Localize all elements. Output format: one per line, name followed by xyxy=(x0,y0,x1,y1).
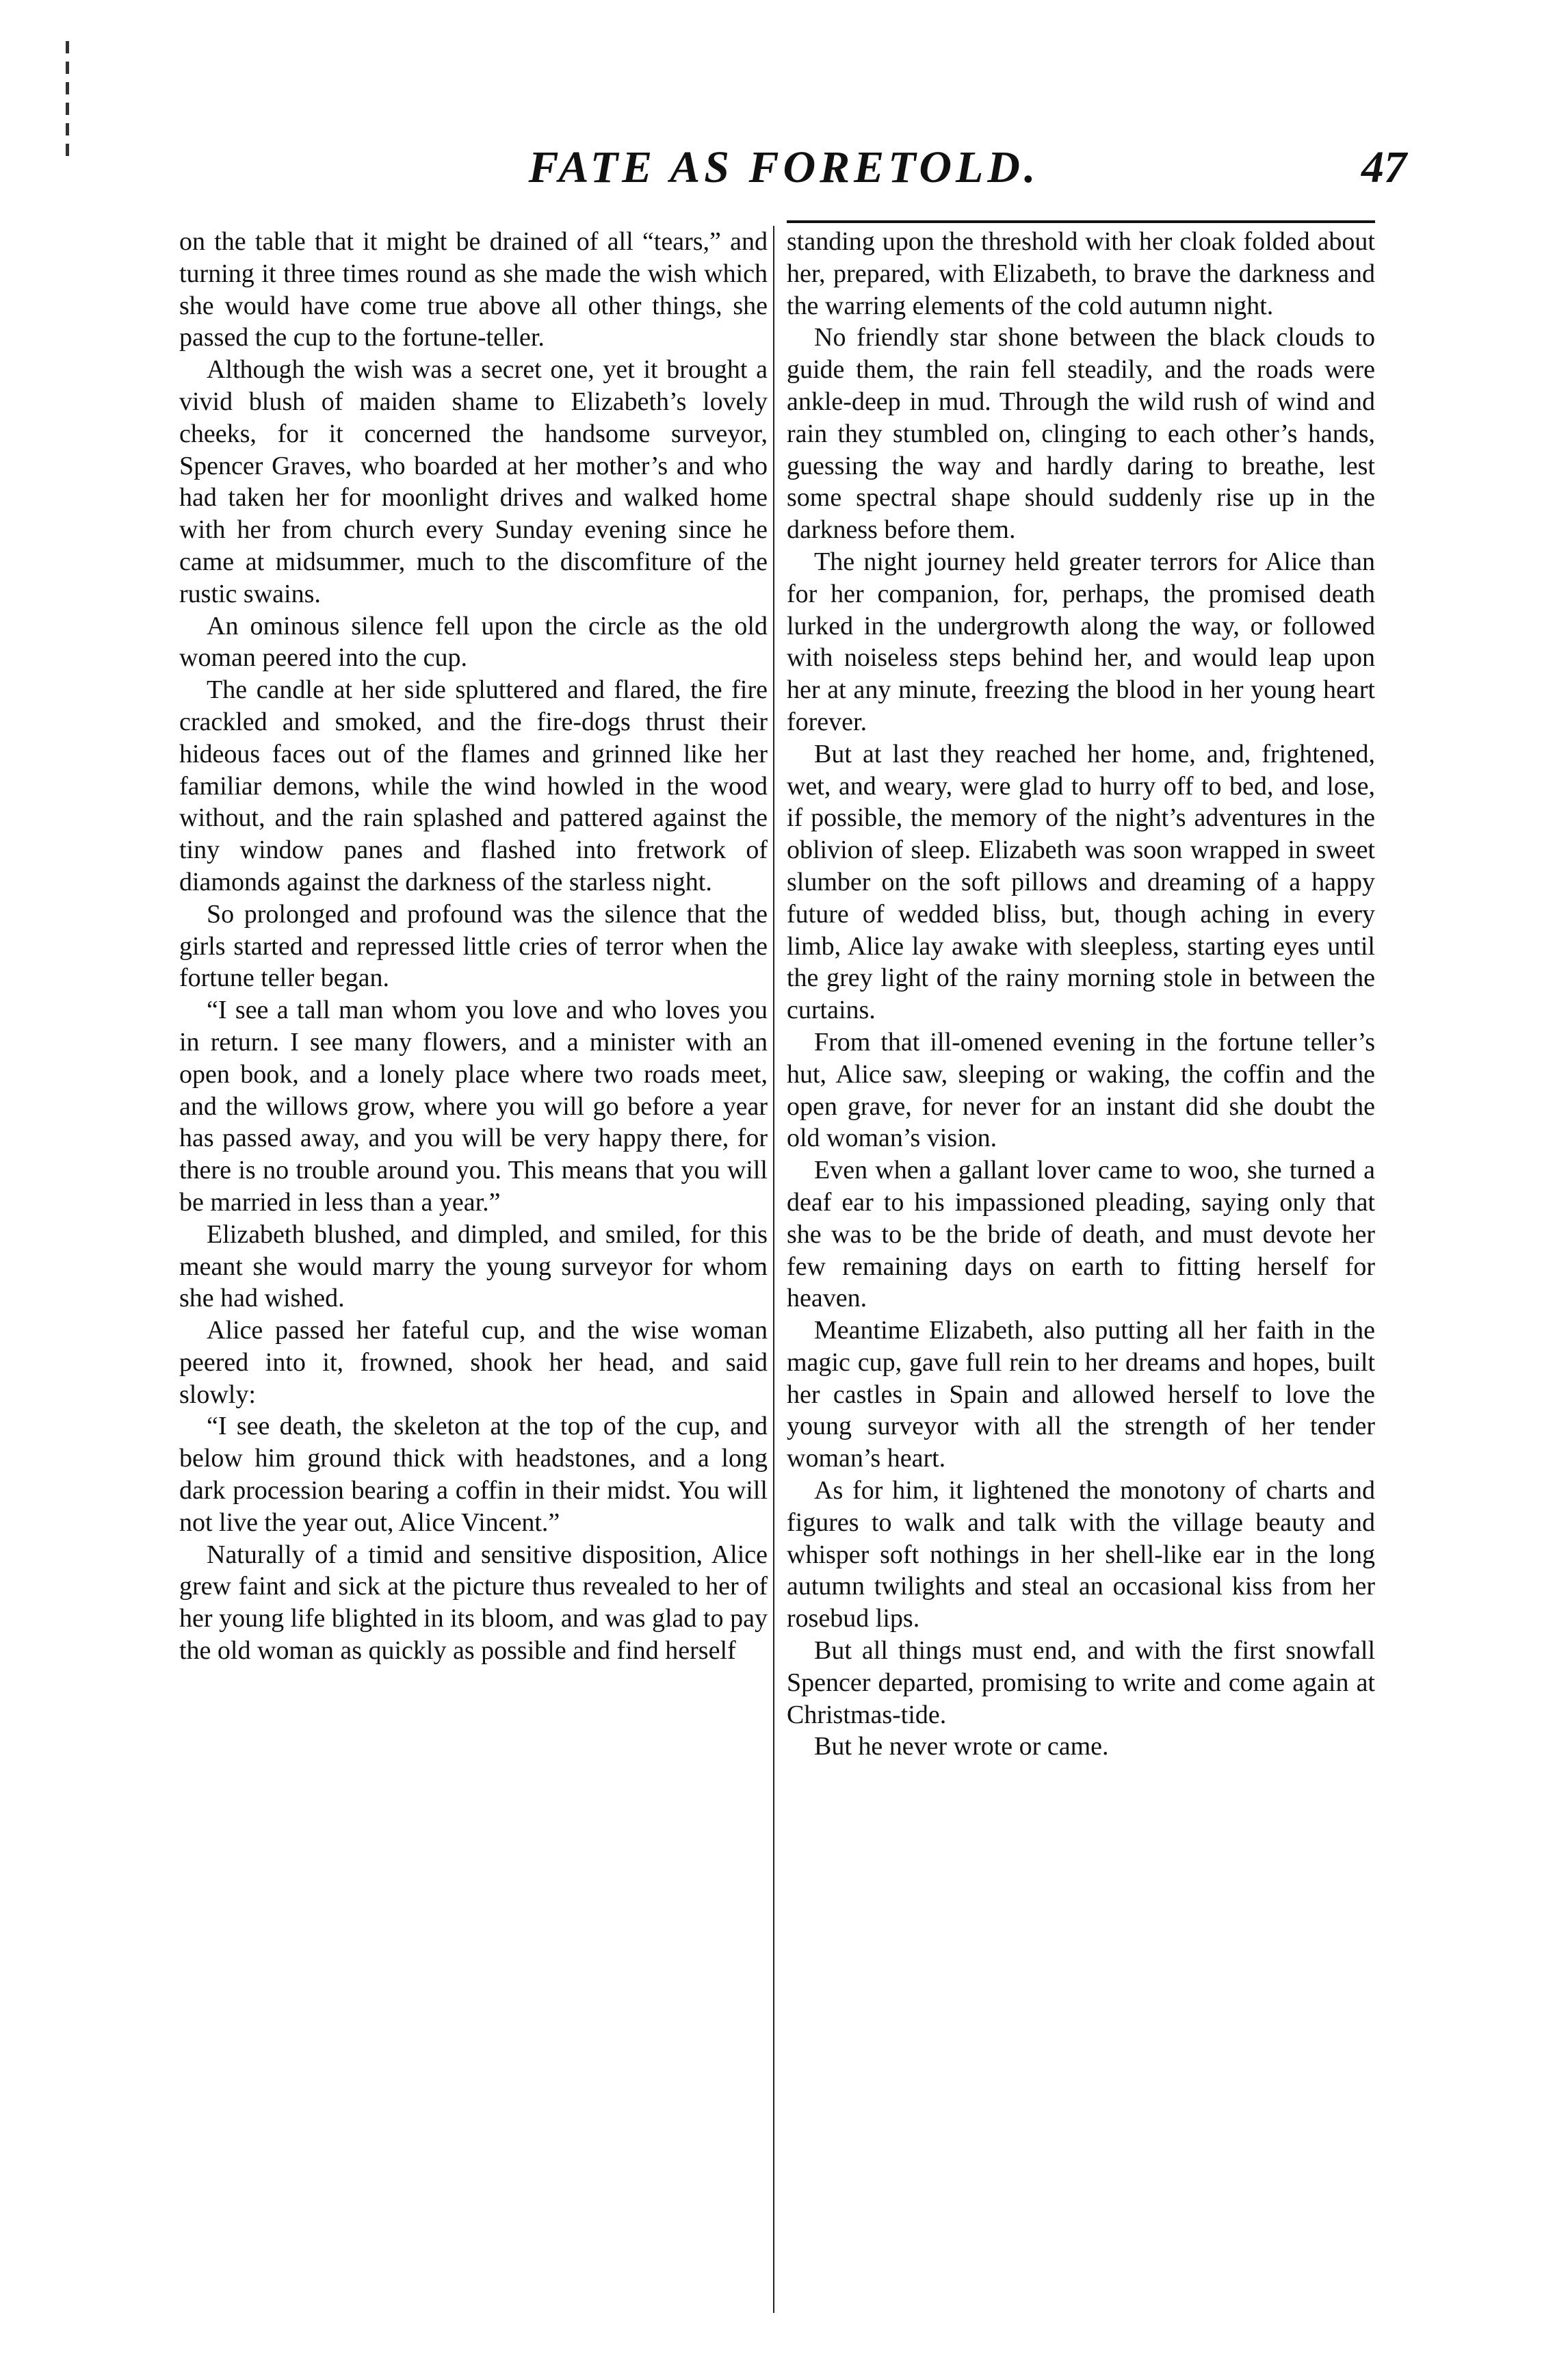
paragraph: Naturally of a timid and sensitive disposition, Alice grew faint and sick at the picture thus revealed to her of her young life blighted in its bloom, and was glad to pay the old woman as quickly as possible and find herself xyxy=(179,1540,768,1666)
page-number: 47 xyxy=(1361,142,1407,192)
paragraph: But at last they reached her home, and, frightened, wet, and weary, were glad to hurry off to bed, and lose, if possible, the memory of the night’s adventures in the oblivion of sleep. Elizabeth was soon wrapped in sweet slumber on the soft pillows and dreaming of a happy future of wedded bliss, but, though aching in every limb, Alice lay awake with sleepless, starting eyes until the grey light of the rainy morning stole in between the curtains. xyxy=(787,739,1375,1025)
paragraph: But all things must end, and with the first snowfall Spencer departed, promising to write and come again at Christmas-tide. xyxy=(787,1636,1375,1729)
paragraph: Even when a gallant lover came to woo, she turned a deaf ear to his impassioned pleading, saying only that she was to be the bride of death, and must devote her few remaining days on earth to fitting herself for heaven. xyxy=(787,1156,1375,1313)
paragraph: The candle at her side spluttered and flared, the fire crackled and smoked, and the fire-dogs thrust their hideous faces out of the flames and grinned like her familiar demons, while the wind howled in the wood without, and the rain splashed and pattered against the tiny window panes and flashed into fretwork of diamonds against the darkness of the starless night. xyxy=(179,675,768,896)
left-column xyxy=(179,226,768,2313)
paragraph: “I see death, the skeleton at the top of the cup, and below him ground thick with headstones, and a long dark procession bearing a coffin in their midst. You will not live the year out, Alice Vincent.” xyxy=(179,1412,768,1537)
paragraph: An ominous silence fell upon the circle as the old woman peered into the cup. xyxy=(179,611,768,673)
column-divider xyxy=(773,226,774,2313)
paragraph: So prolonged and profound was the silence that the girls started and repressed little cries of terror when the fortune teller began. xyxy=(179,899,768,993)
header-rule xyxy=(787,220,1375,223)
paragraph: But he never wrote or came. xyxy=(814,1732,1109,1761)
paragraph: Meantime Elizabeth, also putting all her faith in the magic cup, gave full rein to her dreams and hopes, built her castles in Spain and allowed herself to love the young surveyor with all the strength of her tender woman’s heart. xyxy=(787,1316,1375,1473)
paragraph: Elizabeth blushed, and dimpled, and smiled, for this meant she would marry the young surveyor for whom she had wished. xyxy=(179,1219,768,1313)
paragraph: standing upon the threshold with her cloak folded about her, prepared, with Elizabeth, to brave the darkness and the warring elements of the cold autumn night. xyxy=(787,227,1375,320)
paragraph: Alice passed her fateful cup, and the wise woman peered into it, frowned, shook her head, and said slowly: xyxy=(179,1316,768,1409)
paragraph: From that ill-omened evening in the fortune teller’s hut, Alice saw, sleeping or waking, the coffin and the open grave, for never for an instant did she doubt the old woman’s vision. xyxy=(787,1027,1375,1153)
paragraph: The night journey held greater terrors for Alice than for her companion, for, perhaps, the promised death lurked in the undergrowth along the way, or followed with noiseless steps behind her, and would leap upon her at any minute, freezing the blood in her young heart forever. xyxy=(787,547,1375,736)
paragraph: Although the wish was a secret one, yet it brought a vivid blush of maiden shame to Elizabeth’s lovely cheeks, for it concerned the handsome surveyor, Spencer Graves, who boarded at her mother’s and who had taken her for moonlight drives and walked home with her from church every Sunday evening since he came at midsummer, much to the discomfiture of the rustic swains. xyxy=(179,355,768,608)
paragraph: on the table that it might be drained of all “tears,” and turning it three times round as she made the wish which she would have come true above all other things, she passed the cup to the fortune-teller. xyxy=(179,227,768,352)
right-column xyxy=(787,226,1375,2313)
paragraph: As for him, it lightened the monotony of charts and figures to walk and talk with the village beauty and whisper soft nothings in her shell-like ear in the long autumn twilights and steal an occasional kiss from her rosebud lips. xyxy=(787,1476,1375,1633)
paragraph: “I see a tall man whom you love and who loves you in return. I see many flowers, and a minister with an open book, and a lonely place where two roads meet, and the willows grow, where you will go before a year has passed away, and you will be very happy there, for there is no trouble around you. This means that you will be married in less than a year.” xyxy=(179,996,768,1217)
paragraph: No friendly star shone between the black clouds to guide them, the rain fell steadily, and the roads were ankle-deep in mud. Through the wild rush of wind and rain they stumbled on, clinging to each other’s hands, guessing the way and hardly daring to breathe, lest some spectral shape should suddenly rise up in the darkness before them. xyxy=(787,323,1375,545)
running-title: FATE AS FORETOLD. xyxy=(528,142,1040,192)
